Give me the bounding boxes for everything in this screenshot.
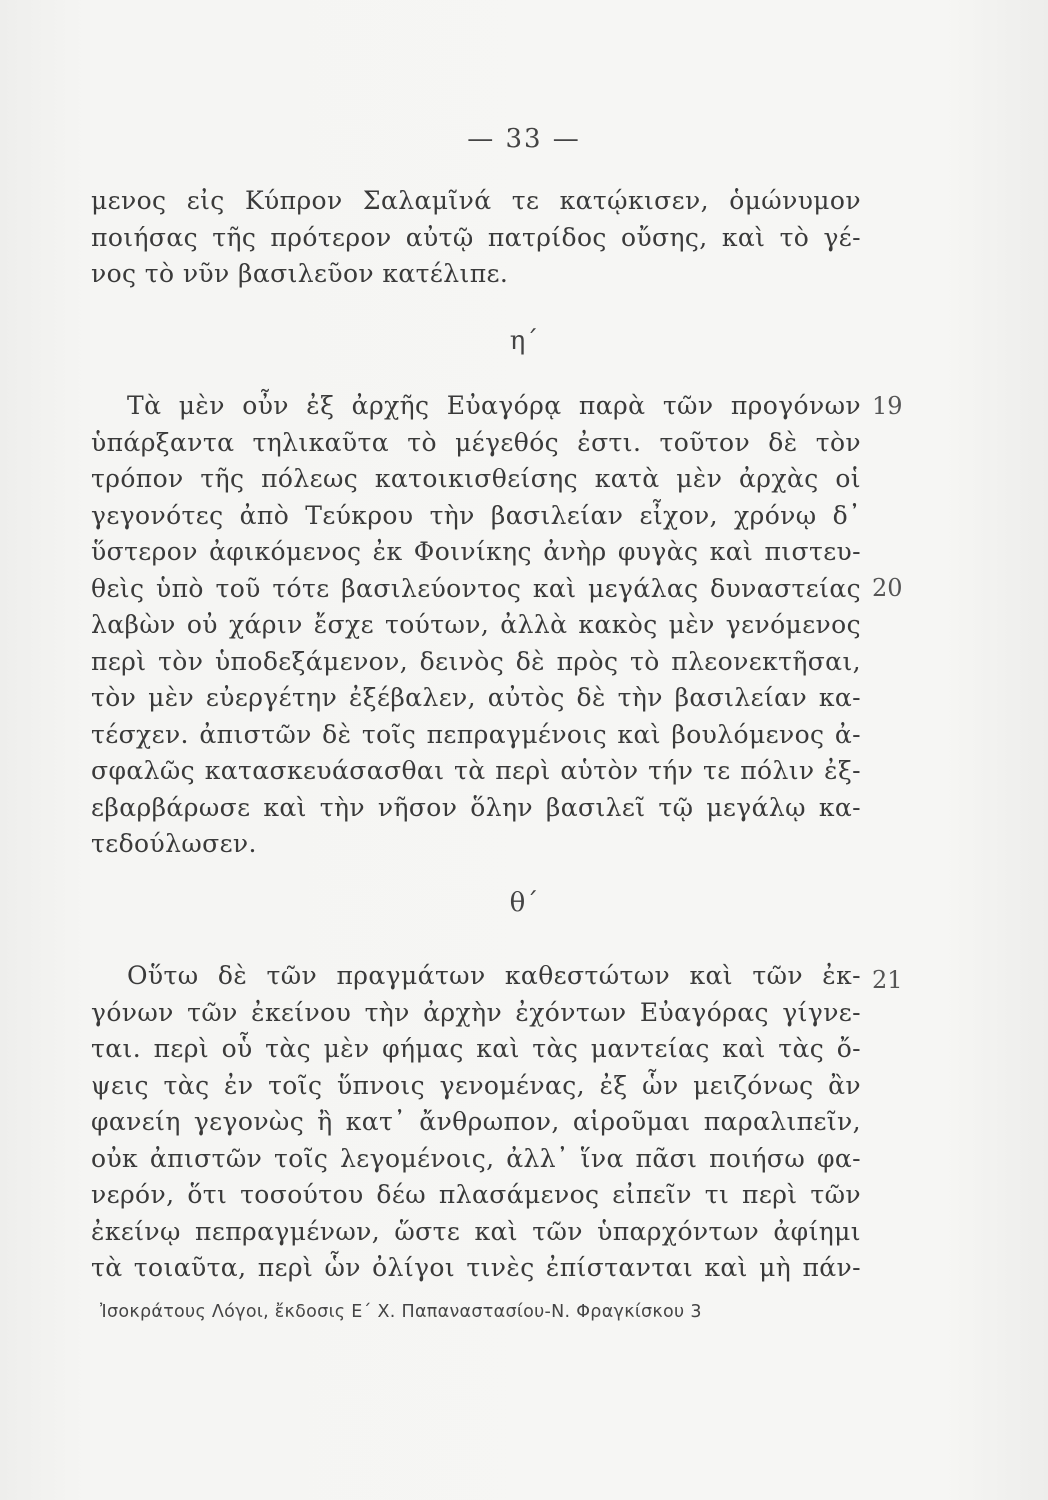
text-line: ται. περὶ οὗ τὰς μὲν φήμας καὶ τὰς μαντείας καὶ τὰς ὄ- [91, 1034, 861, 1063]
text-line: σφαλῶς κατασκευάσασθαι τὰ περὶ αὑτὸν τήν τε πόλιν ἐξ- [91, 756, 861, 785]
text-line: λαβὼν οὐ χάριν ἔσχε τούτων, ἀλλὰ κακὸς μὲν γενόμενος [91, 610, 861, 639]
section-margin-number: 21 [872, 966, 903, 994]
text-line: τεδούλωσεν. [91, 829, 257, 858]
section-eta-paragraph [91, 388, 861, 863]
text-line: ἐκείνῳ πεπραγμένων, ὥστε καὶ τῶν ὑπαρχόντων ἀφίημι [91, 1216, 861, 1246]
text-line: οὐκ ἀπιστῶν τοῖς λεγομένοις, ἀλλ᾿ ἵνα πᾶσι ποιήσω φα- [91, 1143, 861, 1173]
text-line: γόνων τῶν ἐκείνου τὴν ἀρχὴν ἐχόντων Εὐαγόρας γίγνε- [91, 997, 861, 1027]
text-line: μενος εἰς Κύπρον Σαλαμῖνά τε κατῴκισεν, ὁμώνυμον [91, 186, 861, 215]
page-footer: Ἰσοκράτους Λόγοι, ἔκδοσις Ε΄ Χ. Παπαναστασίου-Ν. Φραγκίσκου 3 [100, 1302, 702, 1322]
section-heading-eta: η΄ [509, 326, 539, 356]
text-line: τὰ τοιαῦτα, περὶ ὧν ὀλίγοι τινὲς ἐπίστανται καὶ μὴ πάν- [91, 1253, 861, 1282]
text-line: Τὰ μὲν οὖν ἐξ ἀρχῆς Εὐαγόρᾳ παρὰ τῶν προγόνων [127, 391, 861, 420]
section-margin-number: 20 [872, 574, 903, 602]
text-line: τέσχεν. ἀπιστῶν δὲ τοῖς πεπραγμένοις καὶ βουλόμενος ἀ- [91, 719, 861, 749]
text-line: ὕστερον ἀφικόμενος ἐκ Φοινίκης ἀνὴρ φυγὰς καὶ πιστευ- [91, 537, 861, 566]
text-line: ποιήσας τῆς πρότερον αὐτῷ πατρίδος οὔσης, καὶ τὸ γέ- [91, 222, 861, 252]
text-line: νος τὸ νῦν βασιλεῦον κατέλιπε. [91, 259, 509, 288]
section-margin-number: 19 [872, 392, 903, 420]
text-line: τὸν μὲν εὐεργέτην ἐξέβαλεν, αὐτὸς δὲ τὴν βασιλείαν κα- [91, 683, 861, 712]
text-line: φανείη γεγονὼς ἢ κατ᾿ ἄνθρωπον, αἱροῦμαι παραλιπεῖν, [91, 1107, 861, 1136]
text-line: νερόν, ὅτι τοσούτου δέω πλασάμενος εἰπεῖν τι περὶ τῶν [91, 1180, 861, 1209]
text-line: Οὕτω δὲ τῶν πραγμάτων καθεστώτων καὶ τῶν ἐκ- [127, 961, 861, 990]
text-line: θεὶς ὑπὸ τοῦ τότε βασιλεύοντος καὶ μεγάλας δυναστείας [91, 573, 861, 603]
page-number: — 33 — [467, 124, 581, 154]
text-line: τρόπον τῆς πόλεως κατοικισθείσης κατὰ μὲν ἀρχὰς οἱ [91, 464, 861, 493]
text-line: ὑπάρξαντα τηλικαῦτα τὸ μέγεθός ἐστι. τοῦτον δὲ τὸν [91, 427, 861, 457]
continuation-paragraph [91, 183, 861, 293]
text-line: εβαρβάρωσε καὶ τὴν νῆσον ὅλην βασιλεῖ τῷ μεγάλῳ κα- [91, 792, 861, 822]
text-line: γεγονότες ἀπὸ Τεύκρου τὴν βασιλείαν εἶχον, χρόνῳ δ᾿ [91, 500, 861, 530]
text-line: περὶ τὸν ὑποδεξάμενον, δεινὸς δὲ πρὸς τὸ πλεονεκτῆσαι, [91, 646, 861, 676]
section-heading-theta: θ΄ [509, 888, 539, 918]
text-line: ψεις τὰς ἐν τοῖς ὕπνοις γενομένας, ἐξ ὧν μειζόνως ἂν [91, 1070, 861, 1100]
section-theta-paragraph [91, 958, 861, 1287]
